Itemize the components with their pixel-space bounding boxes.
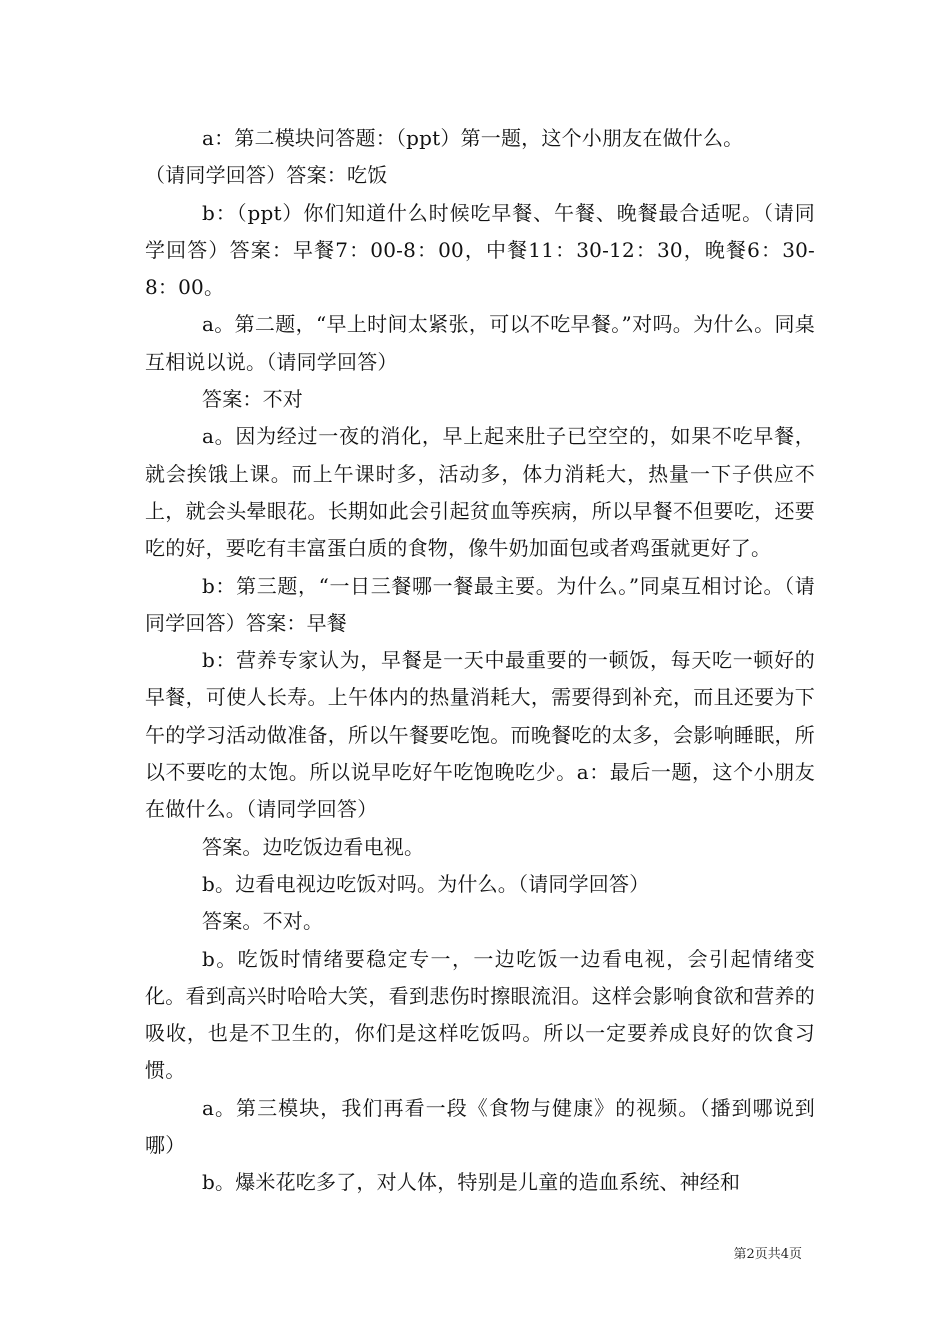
paragraph-q2: a。第二题，“早上时间太紧张，可以不吃早餐。”对吗。为什么。同桌互相说以说。（请同学回答） <box>145 312 815 374</box>
paragraph-q2-answer: 答案：不对 <box>202 387 303 412</box>
paragraph-last-answer: 答案。边吃饭边看电视。 <box>202 834 425 859</box>
paragraph-popcorn: b。爆米花吃多了，对人体，特别是儿童的造血系统、神经和 <box>202 1170 741 1195</box>
paragraph-q1-answer: （请同学回答）答案：吃饭 <box>145 163 388 188</box>
paragraph-q2-explanation: a。因为经过一夜的消化，早上起来肚子已空空的，如果不吃早餐，就会挨饿上课。而上午课时多，活动多，体力消耗大，热量一下子供应不上，就会头晕眼花。长期如此会引起贫血等疾病，所以早餐不但要吃，还要吃的好，要吃有丰富蛋白质的食物，像牛奶加面包或者鸡蛋就更好了。 <box>145 424 815 561</box>
page-number-footer: 第2页共4页 <box>733 1247 802 1262</box>
paragraph-q3-explanation: b：营养专家认为，早餐是一天中最重要的一顿饭，每天吃一顿好的早餐，可使人长寿。上午体内的热量消耗大，需要得到补充，而且还要为下午的学习活动做准备，所以午餐要吃饱。而晚餐吃的太多，会影响睡眠，所以不要吃的太饱。所以说早吃好午吃饱晚吃少。a：最后一题，这个小朋友在做什么。（请同学回答） <box>145 648 815 822</box>
paragraph-meal-times: b：（ppt）你们知道什么时候吃早餐、午餐、晚餐最合适呢。（请同学回答）答案：早餐7：00-8：00，中餐11：30-12：30，晚餐6：30-8：00。 <box>145 200 815 300</box>
paragraph-tv-explanation: b。吃饭时情绪要稳定专一，一边吃饭一边看电视，会引起情绪变化。看到高兴时哈哈大笑，看到悲伤时擦眼流泪。这样会影响食欲和营养的吸收，也是不卫生的，你们是这样吃饭吗。所以一定要养成良好的饮食习惯。 <box>145 946 815 1083</box>
paragraph-module2-intro: a：第二模块问答题：（ppt）第一题，这个小朋友在做什么。 <box>202 126 744 150</box>
paragraph-tv-answer: 答案。不对。 <box>202 909 324 934</box>
paragraph-q3: b：第三题，“一日三餐哪一餐最主要。为什么。”同桌互相讨论。（请同学回答）答案：早餐 <box>145 573 815 635</box>
document-body <box>145 120 815 1202</box>
paragraph-tv-question: b。边看电视边吃饭对吗。为什么。（请同学回答） <box>202 871 650 896</box>
paragraph-module3: a。第三模块，我们再看一段《食物与健康》的视频。（播到哪说到哪） <box>145 1095 815 1158</box>
